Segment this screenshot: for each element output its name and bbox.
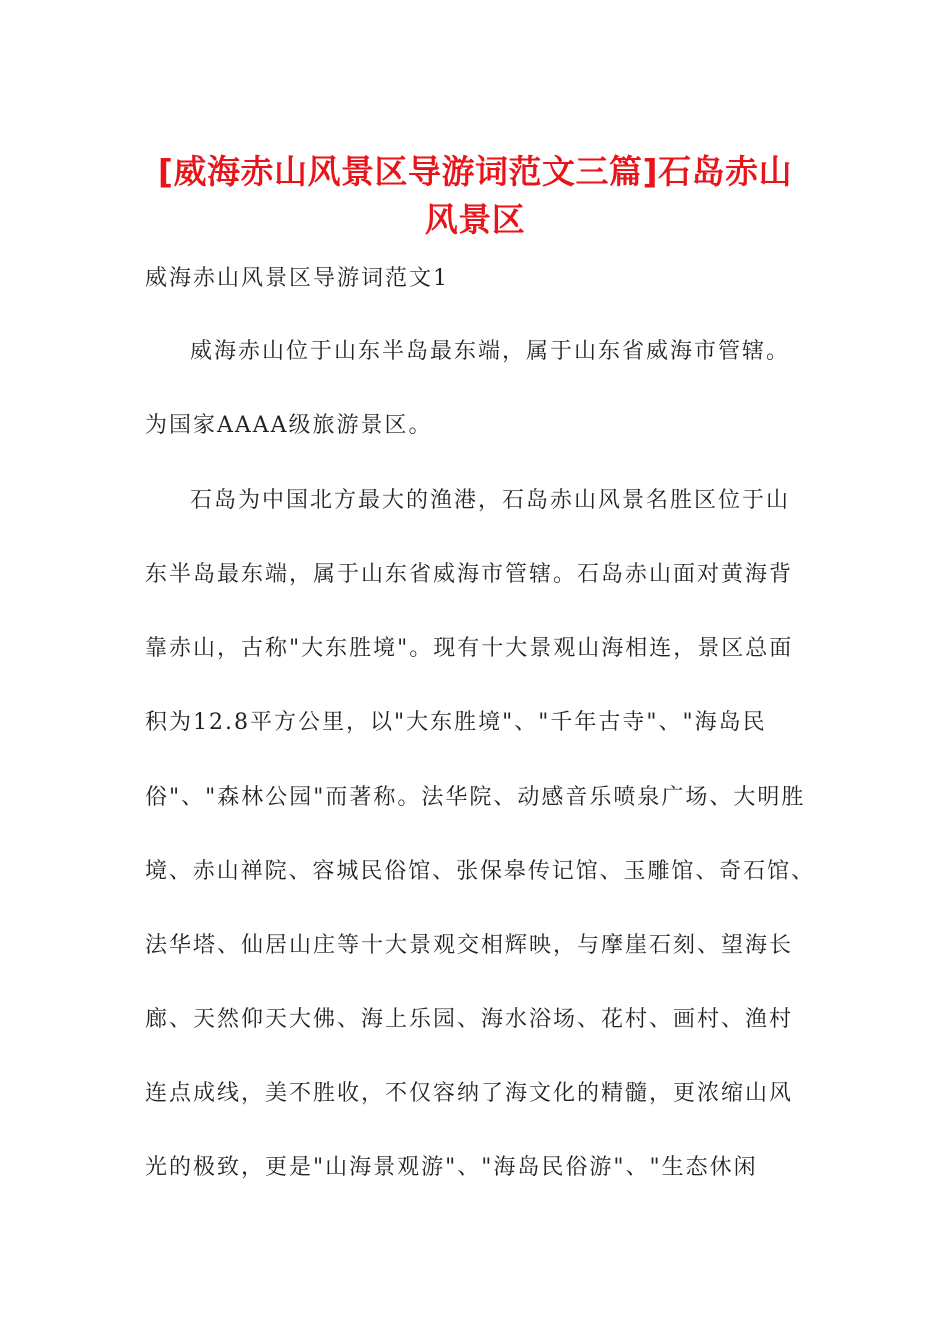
paragraph-2-line-9: 连点成线，美不胜收，不仅容纳了海文化的精髓，更浓缩山风 (145, 1081, 794, 1106)
document-title (100, 148, 850, 244)
paragraph-1-line-1: 威海赤山位于山东半岛最东端，属于山东省威海市管辖。 (190, 339, 791, 364)
section-heading: 威海赤山风景区导游词范文1 (145, 266, 449, 291)
paragraph-2-line-4: 积为12.8平方公里，以"大东胜境"、"千年古寺"、"海岛民 (145, 710, 767, 735)
paragraph-2-line-10: 光的极致，更是"山海景观游"、"海岛民俗游"、"生态休闲 (145, 1155, 758, 1180)
paragraph-2-line-6: 境、赤山禅院、容城民俗馆、张保皋传记馆、玉雕馆、奇石馆、 (145, 859, 816, 884)
paragraph-2-line-7: 法华塔、仙居山庄等十大景观交相辉映，与摩崖石刻、望海长 (145, 933, 794, 958)
paragraph-2-line-8: 廊、天然仰天大佛、海上乐园、海水浴场、花村、画村、渔村 (145, 1007, 794, 1032)
paragraph-1-line-2: 为国家AAAA级旅游景区。 (145, 413, 433, 438)
paragraph-2-line-2: 东半岛最东端，属于山东省威海市管辖。石岛赤山面对黄海背 (145, 562, 794, 587)
paragraph-2-line-1: 石岛为中国北方最大的渔港，石岛赤山风景名胜区位于山 (190, 488, 791, 513)
paragraph-2-line-5: 俗"、"森林公园"而著称。法华院、动感音乐喷泉广场、大明胜 (145, 785, 806, 810)
title-line-2: 风景区 (424, 200, 526, 239)
title-line-1: [威海赤山风景区导游词范文三篇]石岛赤山 (157, 152, 793, 191)
paragraph-2-line-3: 靠赤山，古称"大东胜境"。现有十大景观山海相连，景区总面 (145, 636, 794, 661)
